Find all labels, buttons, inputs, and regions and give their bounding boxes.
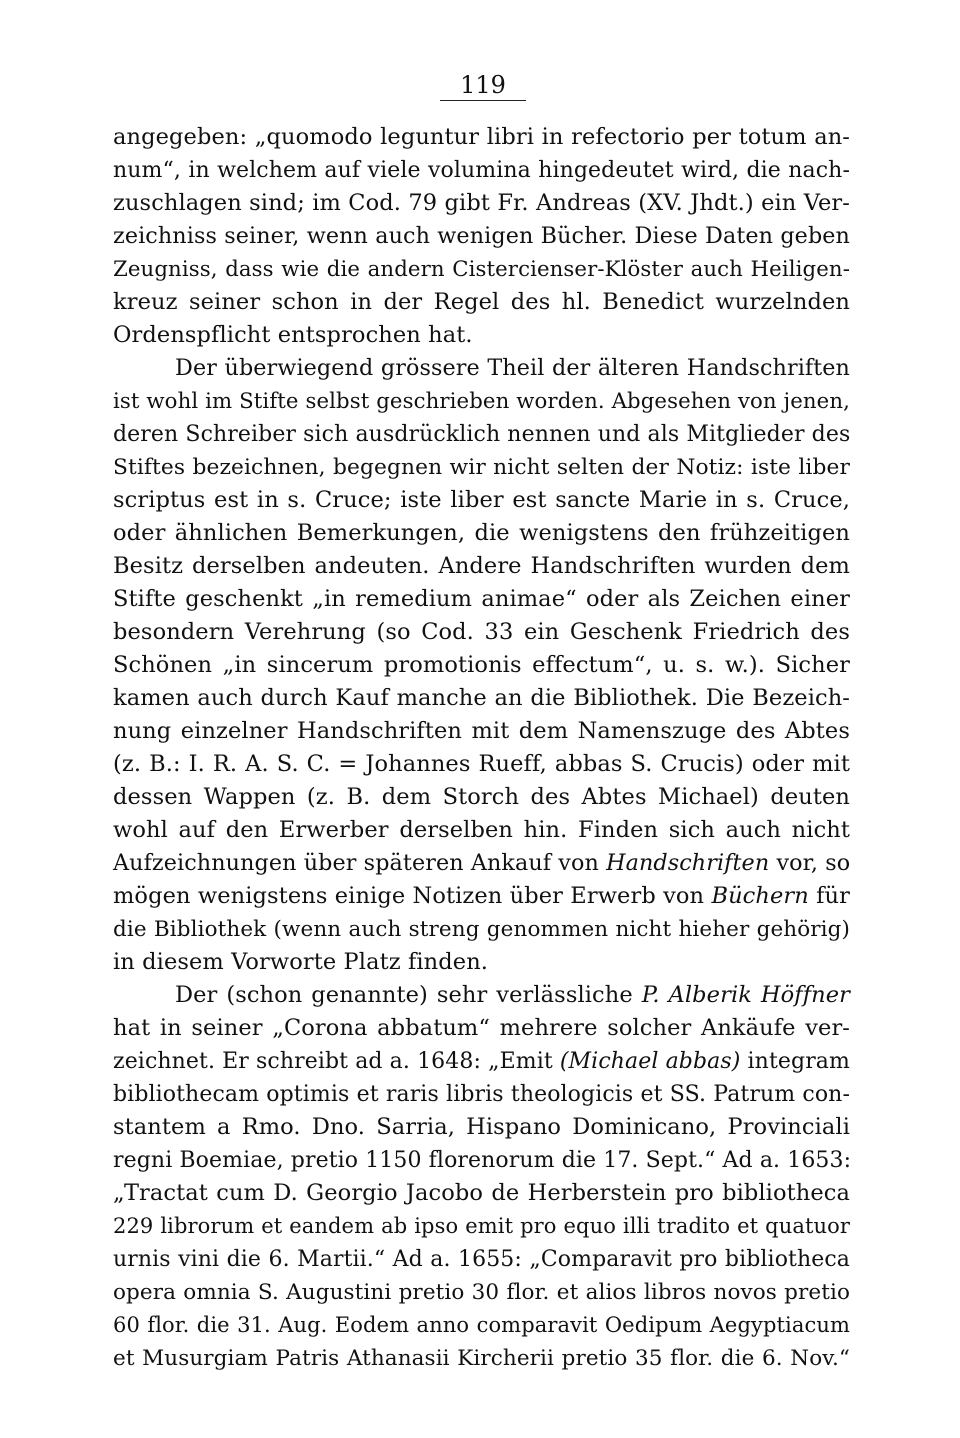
text-line: hat in seiner „Corona abbatum“ mehrere solcher Ankäufe ver-: [113, 1015, 850, 1041]
text-line: „Tractat cum D. Georgio Jacobo de Herberstein pro bibliotheca: [113, 1180, 850, 1206]
text-line: Schönen „in sincerum promotionis effectum“, u. s. w.). Sicher: [113, 652, 850, 678]
text-line: regni Boemiae, pretio 1150 florenorum die 17. Sept.“ Ad a. 1653:: [113, 1148, 852, 1173]
page-number-rule: [440, 100, 526, 101]
text-line: oder ähnlichen Bemerkungen, die wenigstens den frühzeitigen: [113, 520, 850, 546]
text-line: Zeugniss, dass wie die andern Cistercienser-Klöster auch Heiligen-: [113, 257, 850, 282]
text-line: urnis vini die 6. Martii.“ Ad a. 1655: „Comparavit pro bibliotheca: [113, 1247, 850, 1272]
text-span: vor, so: [769, 850, 851, 876]
text-line: et Musurgiam Patris Athanasii Kircherii pretio 35 flor. die 6. Nov.“: [113, 1346, 850, 1371]
text-line: kreuz seiner schon in der Regel des hl. Benedict wurzelnden: [113, 289, 850, 315]
text-line: deren Schreiber sich ausdrücklich nennen und als Mitglieder des: [113, 422, 851, 447]
text-line: stantem a Rmo. Dno. Sarria, Hispano Dominicano, Provinciali: [113, 1114, 850, 1140]
text-line: opera omnia S. Augustini pretio 30 flor. et alios libros novos pretio: [113, 1280, 850, 1305]
text-line: die Bibliothek (wenn auch streng genommen nicht hieher gehörig): [113, 917, 850, 942]
text-line: [113, 847, 850, 880]
text-line: Stiftes bezeichnen, begegnen wir nicht selten der Notiz: iste liber: [113, 455, 850, 480]
text-span: mögen wenigstens einige Notizen über Erwerb von: [113, 883, 712, 909]
text-line: (z. B.: I. R. A. S. C. = Johannes Rueff, abbas S. Crucis) oder mit: [113, 751, 850, 777]
text-line: [113, 880, 850, 913]
text-line: Ordenspflicht entsprochen hat.: [113, 322, 473, 348]
text-line: [113, 979, 850, 1012]
text-line: Stifte geschenkt „in remedium animae“ oder als Zeichen einer: [113, 586, 850, 612]
text-line: kamen auch durch Kauf manche an die Bibliothek. Die Bezeich-: [113, 685, 850, 711]
text-span: für: [808, 883, 850, 909]
text-line: 229 librorum et eandem ab ipso emit pro equo illi tradito et quatuor: [113, 1214, 850, 1238]
italic-text-span: Handschriften: [606, 850, 770, 876]
text-line: num“, in welchem auf viele volumina hingedeutet wird, die nach-: [113, 158, 850, 183]
text-span: zeichnet. Er schreibt ad a. 1648: „Emit: [113, 1049, 560, 1074]
text-line: dessen Wappen (z. B. dem Storch des Abtes Michael) deuten: [113, 784, 850, 810]
text-line: nung einzelner Handschriften mit dem Namenszuge des Abtes: [113, 718, 850, 744]
text-line: zeichniss seiner, wenn auch wenigen Bücher. Diese Daten geben: [113, 223, 850, 249]
text-span: integram: [740, 1049, 850, 1074]
italic-text-span: P. Alberik Höffner: [641, 982, 850, 1008]
page-number: 119: [460, 71, 506, 99]
text-span: Der (schon genannte) sehr verlässliche: [175, 982, 642, 1008]
text-line: angegeben: „quomodo leguntur libri in refectorio per totum an-: [113, 124, 850, 150]
text-line: scriptus est in s. Cruce; iste liber est sancte Marie in s. Cruce,: [113, 487, 850, 513]
text-line: [113, 1045, 850, 1078]
text-line: ist wohl im Stifte selbst geschrieben worden. Abgesehen von jenen,: [113, 389, 850, 414]
body-text: [113, 121, 850, 1375]
text-span: Aufzeichnungen über späteren Ankauf von: [113, 850, 607, 876]
text-line: 60 flor. die 31. Aug. Eodem anno comparavit Oedipum Aegyptiacum: [113, 1313, 850, 1337]
text-line: Besitz derselben andeuten. Andere Handschriften wurden dem: [113, 553, 850, 579]
text-line: bibliothecam optimis et raris libris theologicis et SS. Patrum con-: [113, 1082, 850, 1107]
text-line: besondern Verehrung (so Cod. 33 ein Geschenk Friedrich des: [113, 619, 850, 645]
text-line: wohl auf den Erwerber derselben hin. Finden sich auch nicht: [113, 817, 850, 843]
italic-text-span: (Michael abbas): [559, 1049, 741, 1074]
text-line: zuschlagen sind; im Cod. 79 gibt Fr. Andreas (XV. Jhdt.) ein Ver-: [113, 190, 850, 216]
italic-text-span: Büchern: [711, 883, 809, 909]
text-line: in diesem Vorworte Platz finden.: [113, 949, 489, 975]
text-line: Der überwiegend grössere Theil der älteren Handschriften: [175, 355, 850, 381]
